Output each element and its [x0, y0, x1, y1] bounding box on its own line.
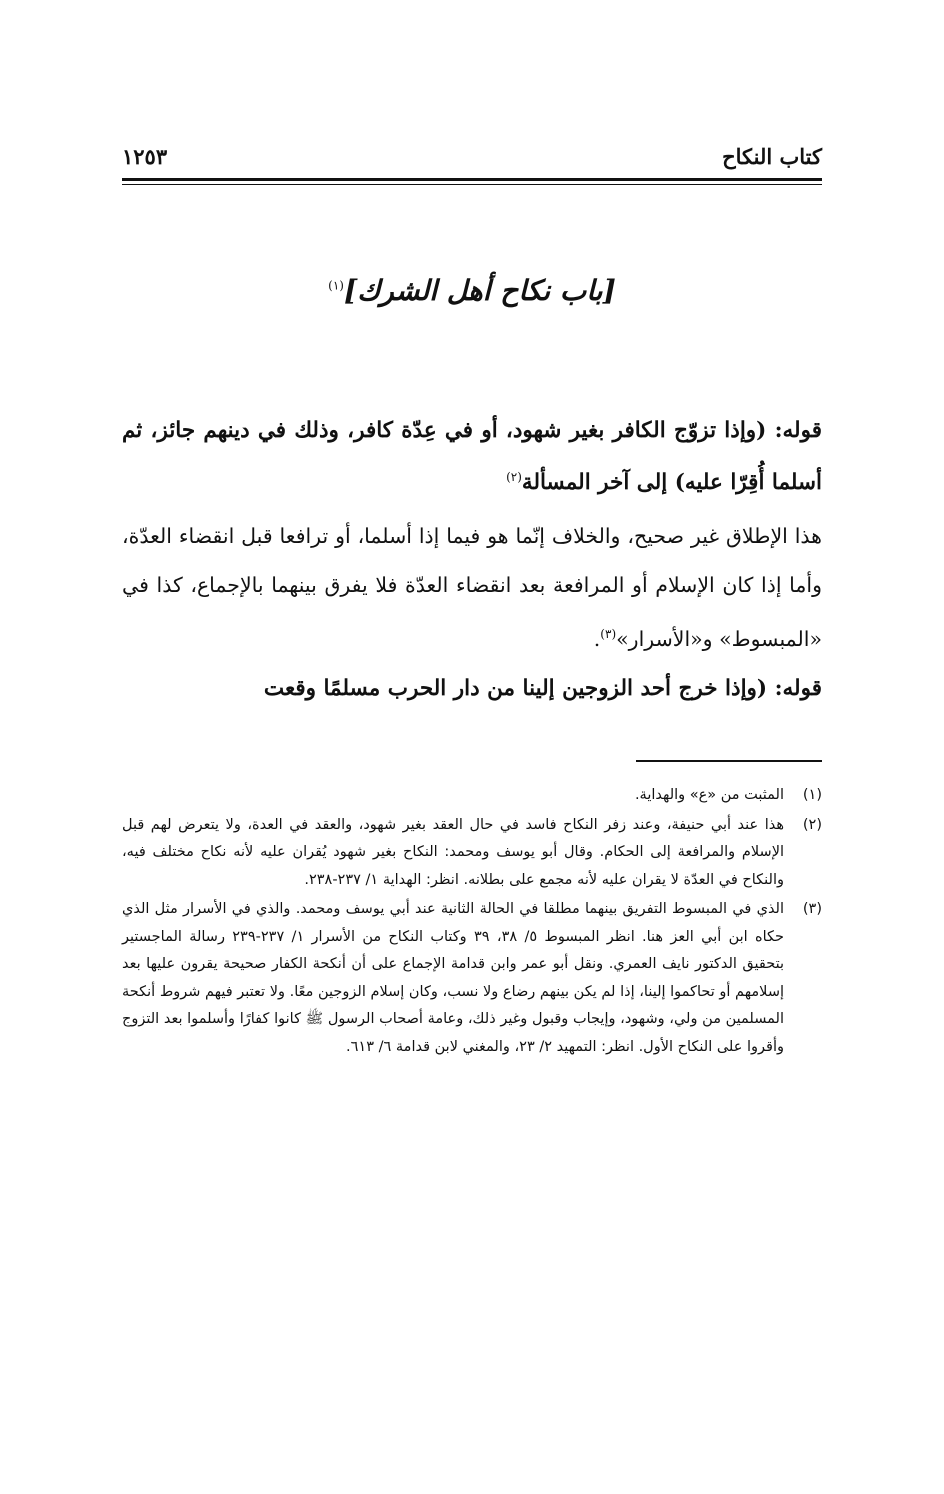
- footnote-2-text: هذا عند أبي حنيفة، وعند زفر النكاح فاسد في حال العقد بغير شهود، والعقد في العدة، ولا يتعرض لهم قبل الإسلام والمرافعة إلى الحكام. وقال أبو يوسف ومحمد: النكاح بغير شهود يُقران عليه لأنه نكاح مختلف فيه، والنكاح في العدّة لا يقران عليه لأنه مجمع على بطلانه. انظر: الهداية ١/ ٢٣٧-٢٣٨.: [122, 816, 784, 888]
- running-header: [122, 138, 822, 178]
- header-rule-thin: [122, 184, 822, 185]
- book-title: كتاب النكاح: [722, 144, 822, 169]
- footnotes: [122, 782, 822, 1063]
- chapter-title: [122, 274, 822, 307]
- footnote-2-number: (٢): [802, 816, 822, 833]
- commentary-end: .: [593, 626, 601, 651]
- quote-paragraph-2: [122, 666, 856, 712]
- footnote-3: [122, 896, 822, 1061]
- commentary-paragraph: [122, 512, 856, 664]
- footnote-separator: [636, 760, 822, 762]
- chapter-title-text: [باب نكاح أهل الشرك]: [343, 274, 616, 307]
- footnote-3-text: الذي في المبسوط التفريق بينهما مطلقا في الحالة الثانية عند أبي يوسف ومحمد. والذي في الأسرار مثل الذي حكاه ابن أبي العز هنا. انظر المبسوط ٥/ ٣٨، ٣٩ وكتاب النكاح من الأسرار ١/ ٢٣٧-٢٣٩ رسالة الماجستير بتحقيق الدكتور نايف العمري. ونقل أبو عمر وابن قدامة الإجماع على أن أنكحة الكفار صحيحة يقرون عليها بعد إسلامهم أو تحاكموا إلينا، إذا لم يكن بينهم رضاع ولا نسب، وكان إسلام الزوجين معًا. ولا تعتبر فيهم شروط أنكحة المسلمين من ولي، وشهود، وإيجاب وقبول وغير ذلك، وعامة أصحاب الرسول ﷺ كانوا كفارًا وأسلموا بعد التزوج وأقروا على النكاح الأول. انظر: التمهيد ٢/ ٢٣، والمغني لابن قدامة ٦/ ٦١٣.: [122, 901, 784, 1055]
- quote-1-text: قوله: (وإذا تزوّج الكافر بغير شهود، أو في عِدّة كافر، وذلك في دينهم جائز، ثم أسلما أُقِرّا عليه) إلى آخر المسألة: [122, 418, 822, 496]
- header-rule-thick: [122, 178, 822, 181]
- commentary-note-ref: (٣): [600, 627, 617, 641]
- footnote-1: [122, 782, 822, 810]
- footnote-3-number: (٣): [802, 901, 822, 917]
- quote-paragraph-1: [122, 408, 822, 506]
- quote-1-note-ref: (٢): [506, 470, 522, 484]
- footnote-1-text: المثبت من «ع» والهداية.: [634, 787, 784, 803]
- footnote-1-number: (١): [802, 787, 822, 803]
- quote-2-text: قوله: (وإذا خرج أحد الزوجين إلينا من دار الحرب مسلمًا وقعت: [263, 676, 822, 701]
- commentary-text: هذا الإطلاق غير صحيح، والخلاف إنّما هو فيما إذا أسلما، أو ترافعا قبل انقضاء العدّة، وأما إذا كان الإسلام أو المرافعة بعد انقضاء العدّة فلا يفرق بينهما بالإجماع، كذا في «المبسوط» و«الأسرار»: [122, 524, 822, 651]
- footnote-2: [122, 812, 822, 895]
- chapter-note-ref: (١): [328, 278, 344, 293]
- page-number: ١٢٥٣: [122, 144, 168, 169]
